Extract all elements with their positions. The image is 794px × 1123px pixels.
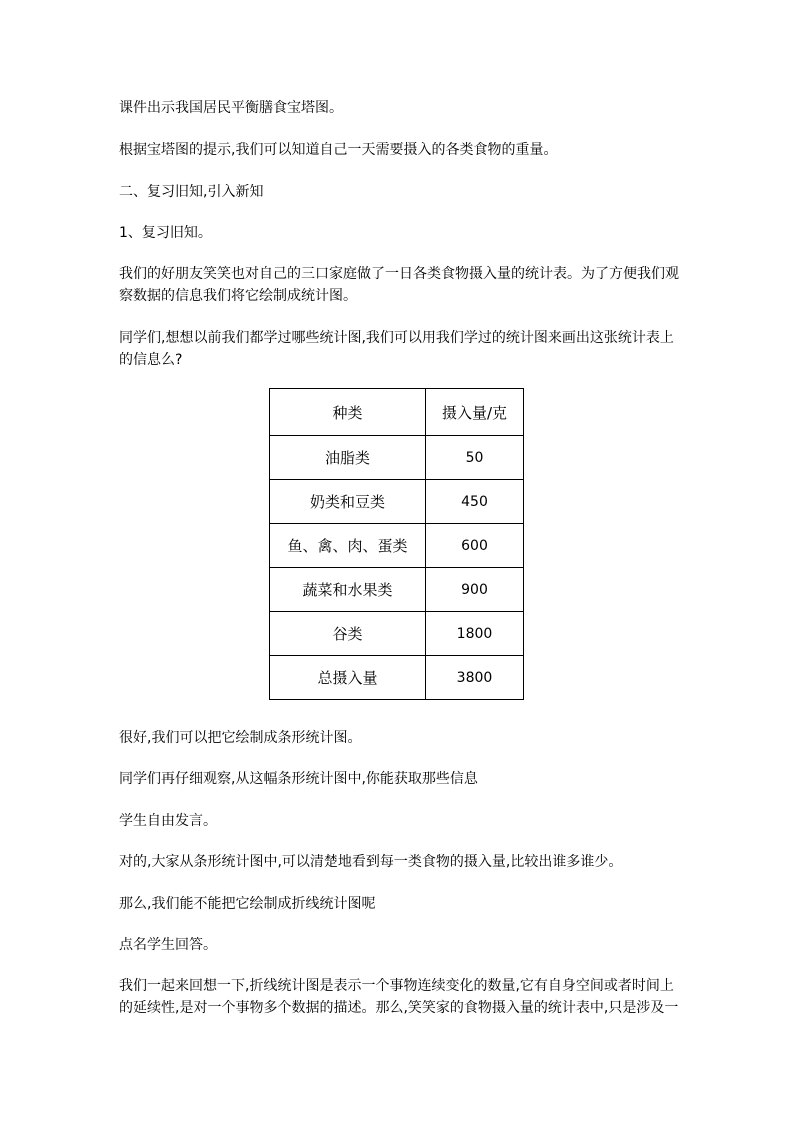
table-cell-category: 奶类和豆类 [270,480,426,524]
table-cell-intake: 3800 [426,656,524,700]
table-cell-category: 鱼、禽、肉、蛋类 [270,524,426,568]
paragraph-line-chart-question: 那么,我们能不能把它绘制成折线统计图呢 [119,896,376,912]
paragraph-intro-courseware: 课件出示我国居民平衡膳食宝塔图。 [119,100,343,116]
table-cell-intake: 600 [426,524,524,568]
table-cell-intake: 50 [426,436,524,480]
table-cell-category: 总摄入量 [270,656,426,700]
table-row [270,436,524,480]
paragraph-question-charts: 同学们,想想以前我们都学过哪些统计图,我们可以用我们学过的统计图来画出这张统计表上的信息么? [119,330,674,368]
paragraph-observe-bar-chart: 同学们再仔细观察,从这幅条形统计图中,你能获取那些信息 [119,771,478,787]
table-row [270,568,524,612]
section-heading-review: 二、复习旧知,引入新知 [119,184,264,200]
paragraph-students-speak: 学生自由发言。 [119,813,217,829]
paragraph-xiaoxiao-table: 我们的好朋友笑笑也对自己的三口家庭做了一日各类食物摄入量的统计表。为了方便我们观察数据的信息我们将它绘制成统计图。 [119,266,679,304]
table-cell-intake: 900 [426,568,524,612]
table-cell-category: 谷类 [270,612,426,656]
table-header-row [270,389,524,436]
table-cell-category: 油脂类 [270,436,426,480]
paragraph-compare-intake: 对的,大家从条形统计图中,可以清楚地看到每一类食物的摄入量,比较出谁多谁少。 [119,854,623,870]
food-intake-table [269,388,524,700]
table-row [270,480,524,524]
table-cell-intake: 1800 [426,612,524,656]
paragraph-bar-chart: 很好,我们可以把它绘制成条形统计图。 [119,730,362,746]
table-header-intake: 摄入量/克 [426,389,524,436]
table-row [270,656,524,700]
table-cell-intake: 450 [426,480,524,524]
paragraph-pagoda-hint: 根据宝塔图的提示,我们可以知道自己一天需要摄入的各类食物的重量。 [119,142,558,158]
table-row [270,524,524,568]
paragraph-line-chart-explain: 我们一起来回想一下,折线统计图是表示一个事物连续变化的数量,它有自身空间或者时间上的延续性,是对一个事物多个数据的描述。那么,笑笑家的食物摄入量的统计表中,只是涉及一 [119,978,679,1016]
table-header-category: 种类 [270,389,426,436]
paragraph-call-students: 点名学生回答。 [119,937,217,953]
table-row [270,612,524,656]
table-cell-category: 蔬菜和水果类 [270,568,426,612]
subheading-review-old: 1、复习旧知。 [119,225,212,241]
